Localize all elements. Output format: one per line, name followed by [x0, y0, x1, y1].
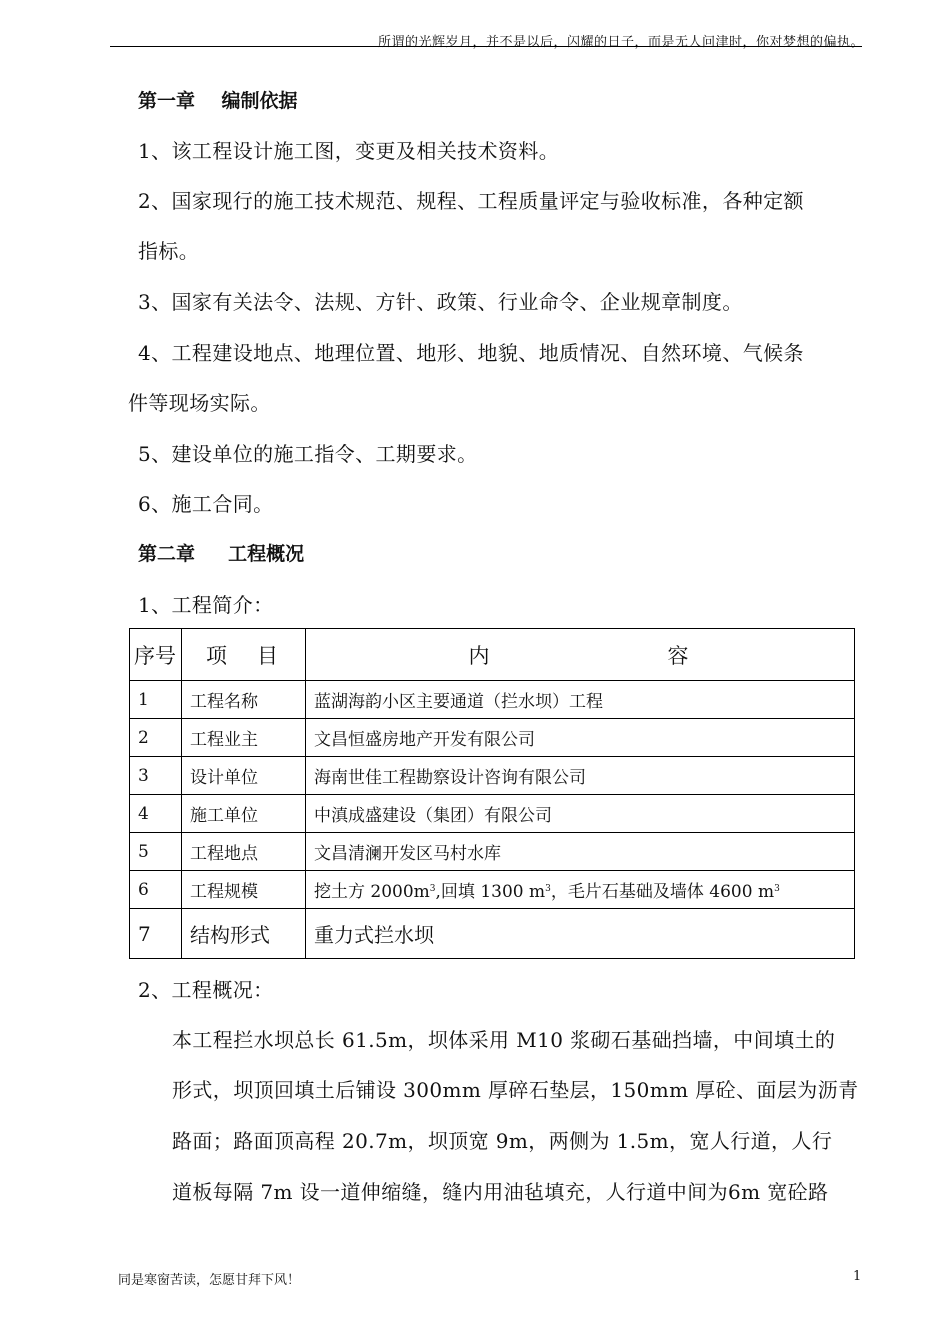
header-divider [110, 46, 862, 47]
row-content: 文昌清澜开发区马村水库 [306, 833, 855, 871]
table-row [130, 833, 855, 871]
table-row [130, 757, 855, 795]
row-no: 5 [130, 833, 182, 871]
overview-line-4: 道板每隔 7m 设一道伸缩缝，缝内用油毡填充，人行道中间为6m 宽砼路 [172, 1180, 829, 1204]
basis-item-6: 6、施工合同。 [138, 492, 274, 516]
basis-item-3: 3、国家有关法令、法规、方针、政策、行业命令、企业规章制度。 [138, 290, 743, 314]
basis-item-2-cont: 指标。 [138, 239, 200, 263]
basis-item-2: 2、国家现行的施工技术规范、规程、工程质量评定与验收标准，各种定额 [138, 189, 804, 213]
row-no: 7 [130, 909, 182, 959]
header-item: 项 目 [182, 629, 306, 681]
table-row [130, 871, 855, 909]
row-no: 2 [130, 719, 182, 757]
overview-line-3: 路面；路面顶高程 20.7m，坝顶宽 9m，两侧为 1.5m，宽人行道，人行 [172, 1129, 833, 1153]
row-item: 工程规模 [182, 871, 306, 909]
row-content: 文昌恒盛房地产开发有限公司 [306, 719, 855, 757]
row-content: 中滇成盛建设（集团）有限公司 [306, 795, 855, 833]
chapter-1-title: 第一章 编制依据 [138, 90, 298, 112]
header-no: 序号 [130, 629, 182, 681]
table-row [130, 795, 855, 833]
chapter-2-title: 第二章 工程概况 [138, 543, 305, 565]
table-row [130, 719, 855, 757]
header-content: 内 容 [306, 629, 855, 681]
row-content: 海南世佳工程勘察设计咨询有限公司 [306, 757, 855, 795]
row-content: 重力式拦水坝 [306, 909, 855, 959]
row-item: 工程业主 [182, 719, 306, 757]
row-item: 设计单位 [182, 757, 306, 795]
row-item: 施工单位 [182, 795, 306, 833]
section-project-overview: 2、工程概况： [138, 978, 274, 1002]
basis-item-4-cont: 件等现场实际。 [128, 391, 271, 415]
basis-item-5: 5、建设单位的施工指令、工期要求。 [138, 442, 478, 466]
overview-line-1: 本工程拦水坝总长 61.5m，坝体采用 M10 浆砌石基础挡墙，中间填土的 [172, 1028, 836, 1052]
row-no: 3 [130, 757, 182, 795]
row-no: 6 [130, 871, 182, 909]
section-project-intro: 1、工程简介： [138, 593, 274, 617]
row-content: 挖土方 $2000m^3$,回填 1300 $m^3$，毛片石基础及墙体 4600 $m^3$ [306, 871, 855, 909]
table-header-row [130, 629, 855, 681]
page-number: 1 [853, 1269, 862, 1284]
row-item: 结构形式 [182, 909, 306, 959]
row-item: 工程名称 [182, 681, 306, 719]
row-no: 4 [130, 795, 182, 833]
basis-item-1: 1、该工程设计施工图，变更及相关技术资料。 [138, 139, 560, 163]
overview-line-2: 形式，坝顶回填土后铺设 300mm 厚碎石垫层，150mm 厚砼、面层为沥青 [172, 1078, 859, 1102]
footer-motto: 同是寒窗苦读，怎愿甘拜下风！ [118, 1273, 301, 1288]
project-info-table [129, 628, 855, 959]
row-no: 1 [130, 681, 182, 719]
basis-item-4: 4、工程建设地点、地理位置、地形、地貌、地质情况、自然环境、气候条 [138, 341, 804, 365]
row-item: 工程地点 [182, 833, 306, 871]
table-row [130, 909, 855, 959]
table-row [130, 681, 855, 719]
header-motto: 所谓的光辉岁月，并不是以后，闪耀的日子，而是无人问津时，你对梦想的偏执。 [377, 35, 864, 50]
row-content: 蓝湖海韵小区主要通道（拦水坝）工程 [306, 681, 855, 719]
